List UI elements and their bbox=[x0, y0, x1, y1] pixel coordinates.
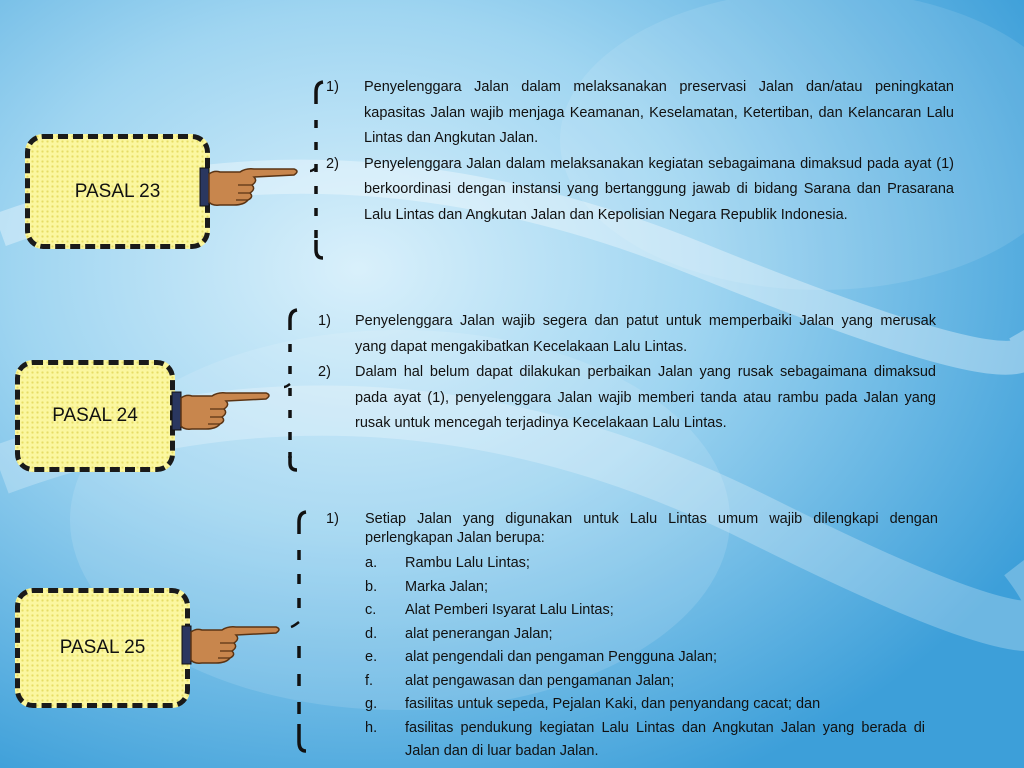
pointing-hand-icon bbox=[180, 618, 284, 674]
pointing-hand-icon bbox=[170, 384, 274, 440]
sub-item-letter: g. bbox=[365, 696, 378, 712]
sub-item-letter: a. bbox=[365, 555, 378, 571]
list-item bbox=[326, 152, 954, 229]
sub-list-item bbox=[365, 693, 925, 717]
list-item bbox=[318, 309, 936, 360]
sub-item-text: fasilitas pendukung kegiatan Lalu Lintas dan Angkutan Jalan yang berada di Jalan dan di luar badan Jalan. bbox=[405, 719, 925, 759]
sub-item-text: alat penerangan Jalan; bbox=[405, 625, 553, 642]
pasal-25-text bbox=[326, 510, 938, 764]
sub-item-text: Alat Pemberi Isyarat Lalu Lintas; bbox=[405, 602, 614, 618]
list-item bbox=[326, 510, 938, 548]
item-number: 2) bbox=[326, 155, 339, 172]
sub-list bbox=[365, 552, 925, 764]
sub-list-item bbox=[365, 623, 925, 647]
sub-list-item bbox=[365, 717, 925, 764]
item-text: Penyelenggara Jalan dalam melaksanakan preservasi Jalan dan/atau peningkatan kapasitas Jalan wajib menjaga Keamanan, Keselamatan, Ketertiban, dan Kelancaran Lalu Lintas dan Angkutan Jalan. bbox=[364, 79, 954, 146]
sub-list-item bbox=[365, 552, 925, 576]
sub-list-item bbox=[365, 599, 925, 623]
sub-item-letter: b. bbox=[365, 578, 378, 595]
sub-item-text: Marka Jalan; bbox=[405, 578, 489, 595]
sub-item-text: alat pengawasan dan pengamanan Jalan; bbox=[405, 672, 675, 689]
pasal-23-label: PASAL 23 bbox=[74, 180, 161, 202]
sub-item-letter: d. bbox=[365, 625, 378, 642]
item-text: Penyelenggara Jalan wajib segera dan patut untuk memperbaiki Jalan yang merusak yang dapat mengakibatkan Kecelakaan Lalu Lintas. bbox=[355, 313, 936, 355]
pasal-24-label: PASAL 24 bbox=[52, 405, 138, 426]
sub-item-text: alat pengendali dan pengaman Pengguna Jalan; bbox=[405, 649, 718, 665]
pasal-25-box bbox=[15, 588, 190, 708]
item-number: 1) bbox=[318, 313, 331, 329]
sub-item-letter: h. bbox=[365, 719, 378, 736]
pasal-23-text bbox=[326, 75, 954, 228]
sub-list-item bbox=[365, 576, 925, 600]
pasal-24-text bbox=[318, 309, 936, 437]
sub-list-item bbox=[365, 646, 925, 670]
sub-item-text: fasilitas untuk sepeda, Pejalan Kaki, dan penyandang cacat; dan bbox=[405, 696, 821, 712]
pointing-hand-icon bbox=[198, 160, 302, 216]
item-text: Penyelenggara Jalan dalam melaksanakan kegiatan sebagaimana dimaksud pada ayat (1) berkoordinasi dengan instansi yang bertanggung jawab di bidang Sarana dan Prasarana Lalu Lintas dan Angkutan Jalan dan Kepolisian Negara Republik Indonesia. bbox=[364, 155, 954, 223]
sub-item-letter: c. bbox=[365, 602, 377, 618]
item-number: 1) bbox=[326, 79, 339, 95]
sub-item-letter: f. bbox=[365, 672, 374, 689]
pasal-23-box bbox=[25, 134, 210, 249]
brace-decoration bbox=[283, 308, 303, 473]
item-number: 2) bbox=[318, 364, 331, 380]
item-number: 1) bbox=[326, 511, 339, 527]
item-text: Dalam hal belum dapat dilakukan perbaikan Jalan yang rusak sebagaimana dimaksud pada ayat (1), penyelenggara Jalan wajib memberi tanda atau rambu pada Jalan yang rusak untuk mencegah terjadinya Kecelakaan Lalu Lintas. bbox=[355, 364, 936, 431]
pasal-25-label: PASAL 25 bbox=[59, 637, 146, 658]
sub-item-letter: e. bbox=[365, 649, 378, 665]
list-item bbox=[326, 75, 954, 152]
list-item bbox=[318, 360, 936, 437]
item-text: Setiap Jalan yang digunakan untuk Lalu Lintas umum wajib dilengkapi dengan perlengkapan Jalan berupa: bbox=[365, 511, 938, 546]
sub-list-item bbox=[365, 670, 925, 694]
brace-decoration bbox=[290, 510, 312, 755]
sub-item-text: Rambu Lalu Lintas; bbox=[405, 555, 530, 571]
pasal-24-box bbox=[15, 360, 175, 472]
